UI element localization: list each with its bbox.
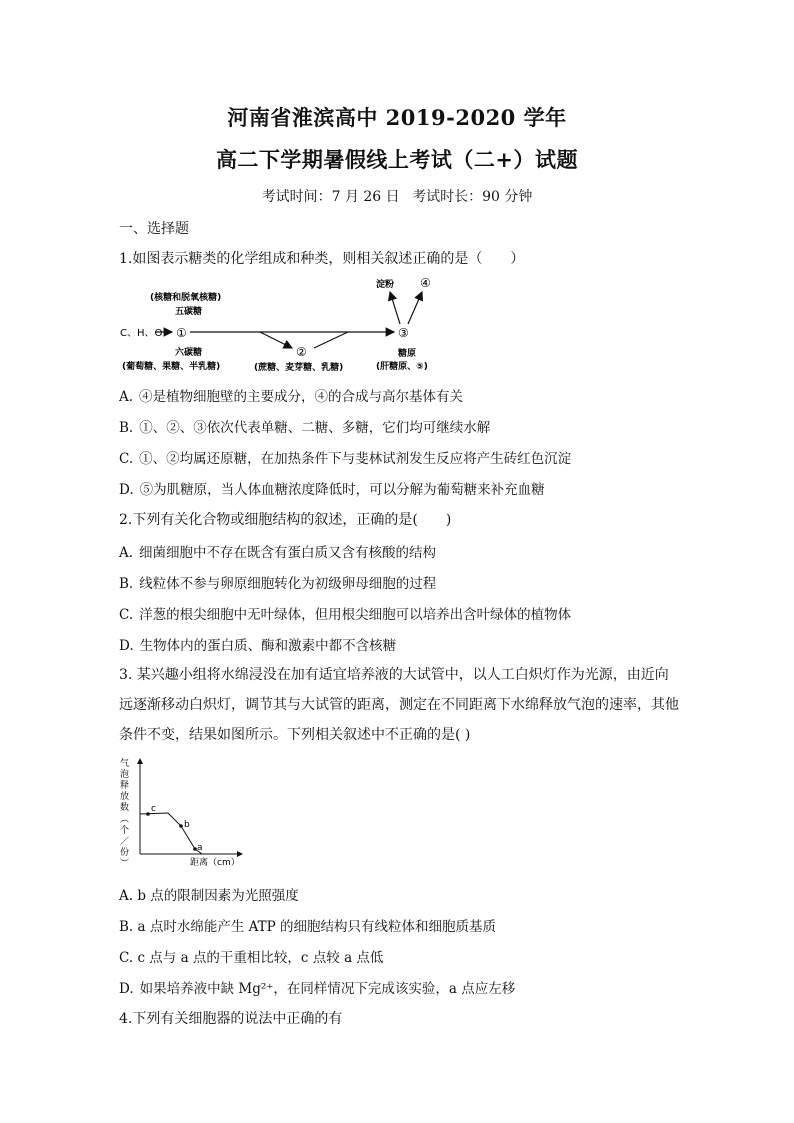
exam-meta — [0, 186, 794, 206]
q2-option-d: D. 生物体内的蛋白质、酶和激素中都不含核糖 — [119, 638, 397, 654]
diagram-node-2: ② — [296, 345, 307, 359]
arrow-3-to-starch — [390, 292, 400, 324]
diagram-node-4: ④ — [420, 276, 431, 290]
line-from-2 — [314, 332, 348, 348]
diagram-node-1: ① — [176, 326, 187, 340]
graph-label-c: c — [151, 804, 156, 814]
graph-label-a: a — [197, 843, 203, 853]
q4-stem: 4.下列有关细胞器的说法中正确的有 — [119, 1011, 343, 1027]
arrow-to-2 — [260, 332, 292, 348]
diagram-node-3: ③ — [398, 326, 409, 340]
q1-sugar-diagram — [118, 274, 448, 374]
graph-curve — [140, 813, 202, 854]
graph-point-c — [146, 812, 150, 816]
diagram-pentose: 五碳糖 — [175, 307, 203, 317]
graph-label-b: b — [184, 820, 190, 830]
q1-option-a: A. ④是植物细胞壁的主要成分，④的合成与高尔基体有关 — [119, 389, 464, 405]
arrow-3-to-4 — [408, 292, 422, 324]
diagram-glycogen-examples: (肝糖原、⑤) — [376, 362, 428, 372]
q3-stem: 3. 某兴趣小组将水绵浸没在加有适宜培养液的大试管中，以人工白炽灯作为光源，由近向远逐渐移动白炽灯，调节其与大试管的距离，测定在不同距离下水绵释放气泡的速率，其他条件不变，结果如图所示。下列相关叙述中不正确的是( ) — [119, 667, 679, 743]
q2-stem: 2.下列有关化合物或细胞结构的叙述，正确的是( ) — [119, 512, 452, 528]
q3-option-b: B. a 点时水绵能产生 ATP 的细胞结构只有线粒体和细胞质基质 — [119, 919, 497, 935]
q1-option-c: C. ①、②均属还原糖，在加热条件下与斐林试剂发生反应将产生砖红色沉淀 — [119, 451, 572, 467]
q3-bubble-graph — [118, 756, 248, 868]
q1-stem: 1.如图表示糖类的化学组成和种类，则相关叙述正确的是（ ） — [119, 251, 525, 267]
exam-title-line2: 高二下学期暑假线上考试（二+）试题 — [215, 147, 579, 172]
graph-y-label: 气泡释放数︵个／份︶ — [120, 759, 130, 868]
diagram-hexose-examples: (葡萄糖、果糖、半乳糖) — [122, 362, 221, 372]
diagram-glycogen: 糖原 — [398, 349, 417, 359]
q2-option-c: C. 洋葱的根尖细胞中无叶绿体，但用根尖细胞可以培养出含叶绿体的植物体 — [119, 607, 572, 623]
exam-title-line1: 河南省淮滨高中 2019-2020 学年 — [227, 105, 567, 130]
graph-point-b — [179, 824, 183, 828]
q1-option-b: B. ①、②、③依次代表单糖、二糖、多糖，它们均可继续水解 — [119, 420, 491, 436]
exam-time: 考试时间：7 月 26 日 — [261, 189, 400, 205]
q2-option-b: B. 线粒体不参与卵原细胞转化为初级卵母细胞的过程 — [119, 576, 437, 592]
q2-option-a: A. 细菌细胞中不存在既含有蛋白质又含有核酸的结构 — [119, 545, 437, 561]
q1-option-d: D. ⑤为肌糖原，当人体血糖浓度降低时，可以分解为葡萄糖来补充血糖 — [119, 482, 545, 498]
q3-option-d: D. 如果培养液中缺 Mg²⁺，在同样情况下完成该实验，a 点应左移 — [119, 981, 516, 997]
diagram-source: C、H、O — [120, 328, 163, 339]
q3-option-a: A. b 点的限制因素为光照强度 — [119, 888, 299, 904]
diagram-hexose: 六碳糖 — [175, 348, 203, 358]
section-heading: 一、选择题 — [119, 221, 189, 237]
diagram-disaccharide-examples: (蔗糖、麦芽糖、乳糖) — [254, 363, 344, 373]
graph-x-label: 距离（cm） — [190, 858, 240, 868]
diagram-starch: 淀粉 — [376, 280, 395, 290]
q3-option-c: C. c 点与 a 点的干重相比较，c 点较 a 点低 — [119, 950, 384, 966]
exam-duration: 考试时长：90 分钟 — [412, 189, 533, 205]
diagram-pentose-examples: (核糖和脱氧核糖) — [150, 293, 222, 303]
